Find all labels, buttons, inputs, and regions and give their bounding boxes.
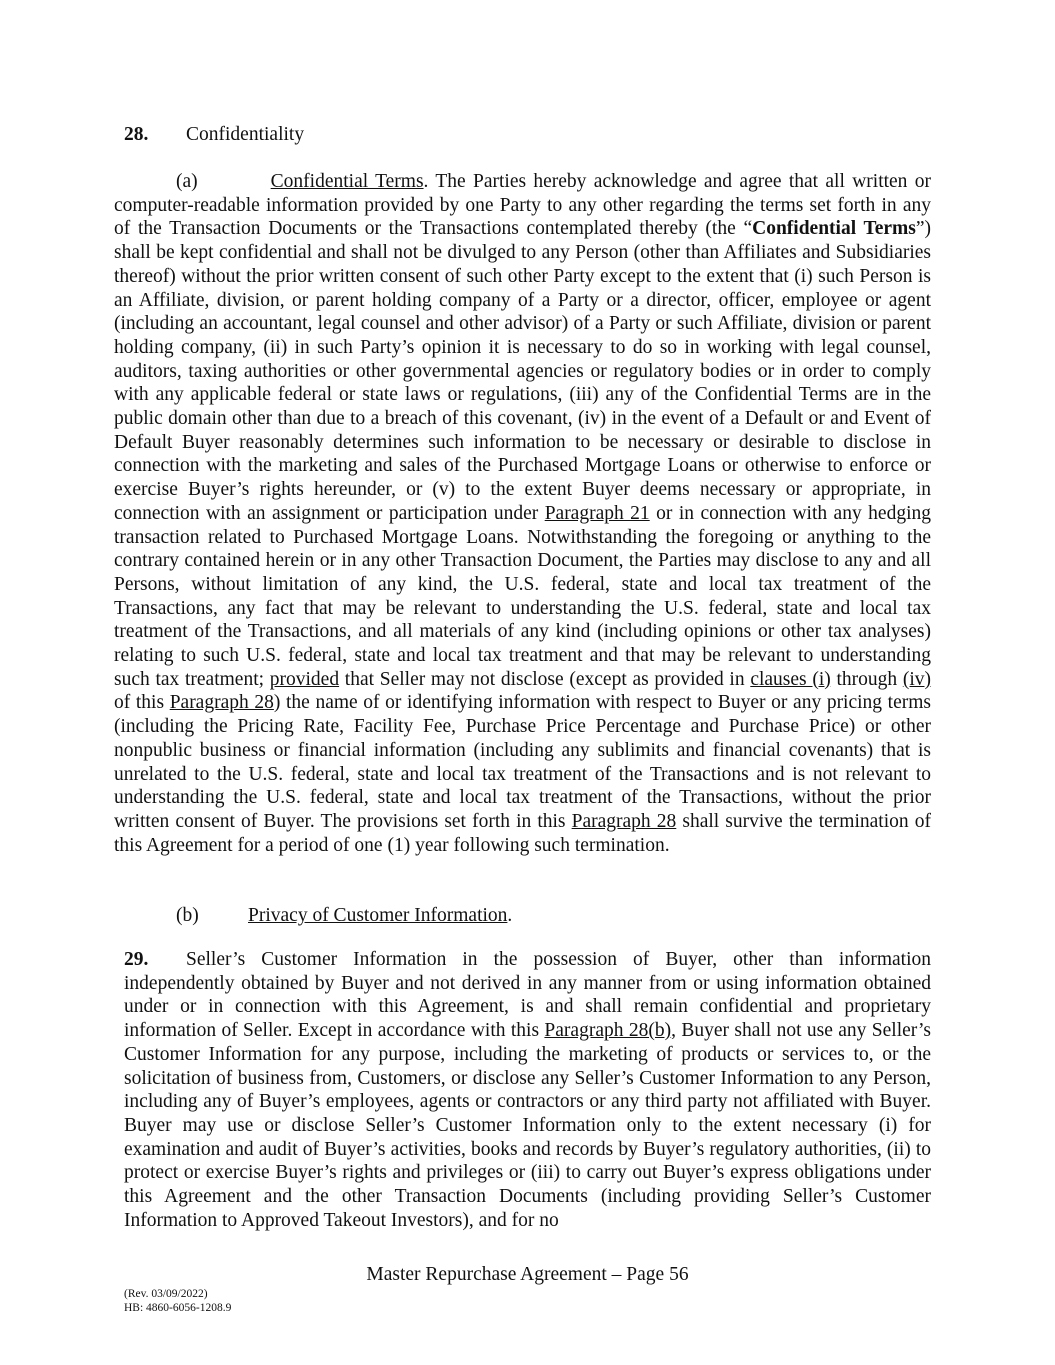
paragraph-text: , Buyer shall not use any Seller’s Customer Information for any purpose, including the marketing of products or services to, or the solicitation of business from, Customers, or disclose any Seller’s Customer Information to any Person, including any of Buyer’s employees, agents or contractors or any third party not affiliated with Buyer. Buyer may use or disclose Seller’s Customer Information only to the extent necessary (i) for examination and audit of Buyer’s activities, books and records by Buyer’s regulatory authorities, (ii) to protect or exercise Buyer’s rights and privileges or (iii) to carry out Buyer’s express obligations under this Agreement and the other Transaction Documents (including providing Seller’s Customer Information to Approved Takeout Investors), and for no [124, 1020, 931, 1231]
section-28-heading [124, 124, 304, 146]
paragraph-label: (a) [176, 171, 198, 192]
paragraph-heading: Confidential Terms [270, 171, 424, 192]
paragraph-text: ”) shall be kept confidential and shall not be divulged to any Person (other than Affiliates and Subsidiaries thereof) without the prior written consent of such other Party except to the extent that (i) such Person is an Affiliate, division, or parent holding company of a Party or a director, officer, employee or agent (including an accountant, legal counsel and other advisor) of a Party or such Affiliate, division or parent holding company, (ii) in such Party’s opinion it is necessary to do so in working with legal counsel, auditors, taxing authorities or other governmental agencies or regulatory bodies or in order to comply with any applicable federal or state laws or regulations, (iii) any of the Confidential Terms are in the public domain other than due to a breach of this covenant, (iv) in the event of a Default or and Event of Default Buyer reasonably determines such information to be necessary or desirable to disclose in connection with the marketing and sales of the Purchased Mortgage Loans or otherwise to enforce or exercise Buyer’s rights hereunder, or (v) to the extent Buyer deems necessary or appropriate, in connection with an assignment or participation under [114, 218, 931, 524]
paragraph-text: of this [114, 692, 170, 714]
cross-reference: Paragraph 21 [544, 502, 650, 524]
paragraph-text: . The Parties hereby acknowledge and agree that all written or computer-readable information provided by one Party to any other regarding the terms set forth in any of the Transaction Documents or the Transactions contemplated thereby (the “ [114, 171, 931, 240]
paragraph-text: . [507, 905, 513, 926]
paragraph-a [114, 170, 931, 857]
paragraph-heading: Privacy of Customer Information [248, 905, 508, 926]
paragraph-text: Seller’s Customer Information in the possession of Buyer, other than information independently obtained by Buyer and not derived in any manner from or using information obtained under or in connection with this Agreement, is and shall remain confidential and proprietary information of Seller. Except in accordance with this [124, 949, 931, 1042]
defined-term: Confidential Terms [752, 218, 916, 240]
page-footer-title: Master Repurchase Agreement – Page 56 [366, 1264, 689, 1285]
cross-reference: (iv) [902, 668, 931, 690]
paragraph-text: ) the name of or identifying information with respect to Buyer or any pricing terms (including the Pricing Rate, Facility Fee, Purchase Price Percentage and Purchase Price) or other nonpublic business or financial information (including any sublimits and financial covenants) that is unrelated to the U.S. federal, state and local tax treatment of the Transactions and is not relevant to understanding the U.S. federal, state and local tax treatment of the Transactions, without the prior written consent of Buyer. The provisions set forth in this [114, 692, 932, 832]
cross-reference: clauses (i) [750, 668, 831, 690]
cross-reference: Paragraph 28(b) [544, 1020, 672, 1042]
paragraph-text: shall survive the termination of this Agreement for a period of one (1) year following such termination. [114, 810, 931, 856]
paragraph-label: (b) [176, 905, 199, 926]
paragraph-text: that Seller may not disclose (except as provided in [339, 668, 751, 690]
cross-reference: Paragraph 28 [169, 692, 274, 714]
section-number: 28. [124, 124, 149, 145]
proviso-term: provided [269, 668, 340, 690]
section-29 [124, 948, 931, 1232]
revision-date: (Rev. 03/09/2022) [124, 1288, 208, 1300]
document-id: HB: 4860-6056-1208.9 [124, 1302, 232, 1314]
page-footer-meta [124, 1287, 231, 1315]
cross-reference: Paragraph 28 [571, 810, 677, 832]
paragraph-text: or in connection with any hedging transaction related to Purchased Mortgage Loans. Notwithstanding the foregoing or anything to the contrary contained herein or in any other Transaction Document, the Parties may disclose to any and all Persons, without limitation of any kind, the U.S. federal, state and local tax treatment of the Transactions, any fact that may be relevant to understanding the U.S. federal, state and local tax treatment of the Transactions, and all materials of any kind (including opinions or other tax analyses) relating to such U.S. federal, state and local tax treatment and that may be relevant to understanding such tax treatment; [114, 502, 931, 690]
paragraph-text: through [830, 668, 903, 690]
section-title: Confidentiality [186, 124, 305, 145]
section-number: 29. [124, 949, 149, 970]
paragraph-b [176, 904, 936, 928]
